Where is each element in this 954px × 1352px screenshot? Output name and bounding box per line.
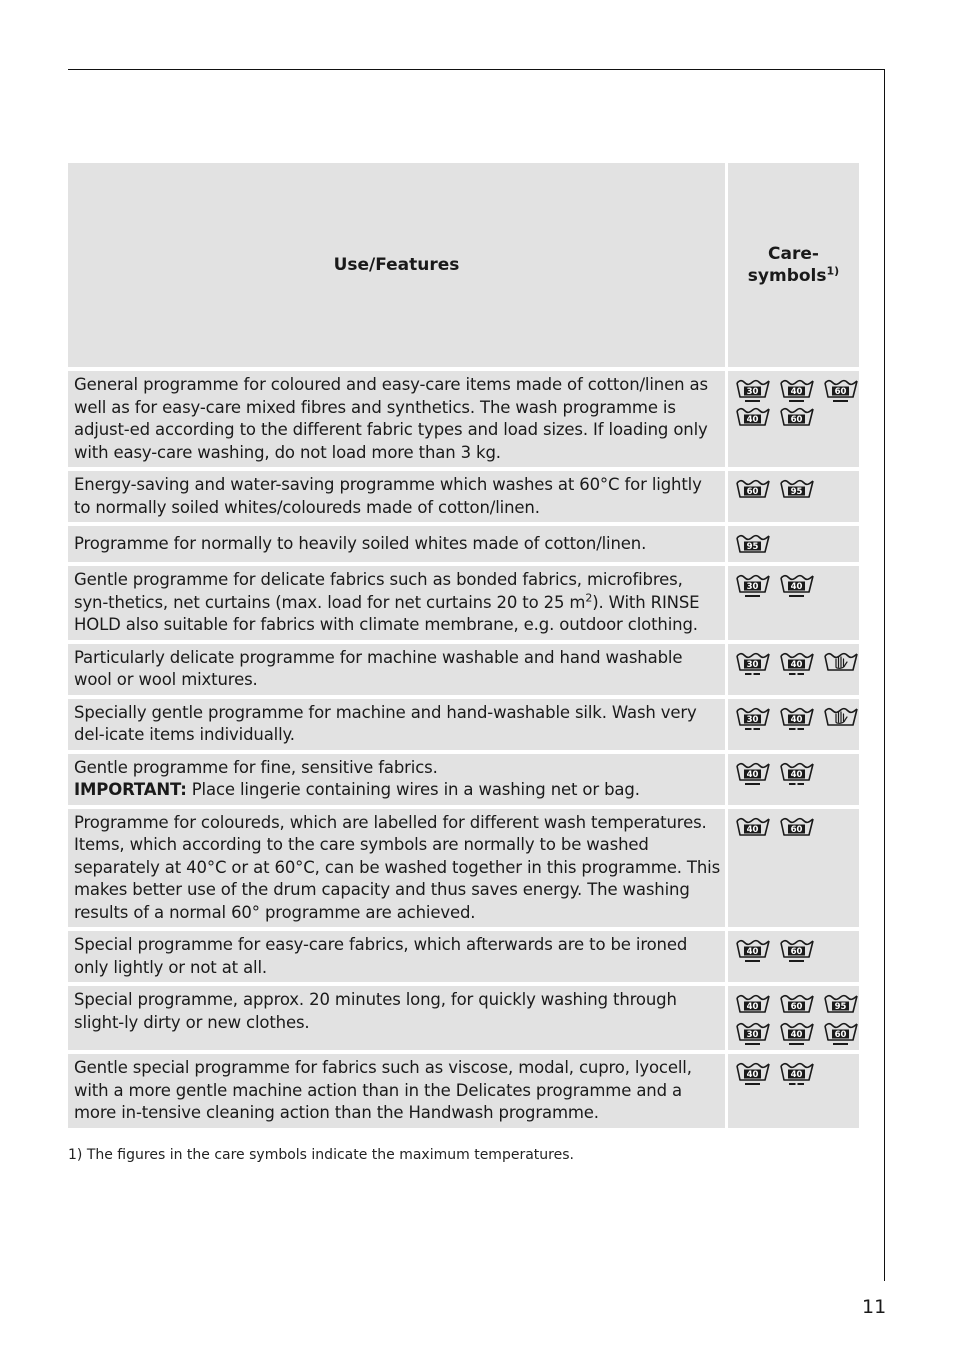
row-text: General programme for coloured and easy-care items made of cotton/linen as well as for easy-care mixed fibres and synthetics. The wash programme is adjust-ed according to the different fabric types and load sizes. If loading only with easy-care washing, do not load more than 3 kg.	[74, 375, 708, 462]
wash-tub-icon	[736, 534, 770, 560]
wash-tub-icon	[736, 1022, 770, 1048]
wash-temperature-label: 60	[834, 387, 847, 397]
top-rule	[68, 69, 885, 70]
care-symbols	[728, 986, 859, 1048]
wash-temperature-label: 40	[790, 659, 803, 670]
table-row	[68, 931, 859, 986]
wash-tub-icon	[736, 1062, 770, 1088]
wash-temperature-label: 95	[834, 1002, 847, 1012]
row-text: Gentle special programme for fabrics such as viscose, modal, cupro, lyocell, with a more gentle machine action than in the Delicates programme and a more in-tensive cleaning action than the Handwash programme.	[74, 1058, 692, 1122]
wash-tub-icon	[780, 707, 814, 733]
header-care-line1: Care-	[768, 244, 819, 264]
wash-tub-icon	[780, 1062, 814, 1088]
wash-tub-icon	[780, 407, 814, 433]
wash-tub-icon	[736, 817, 770, 843]
wash-temperature-label: 40	[790, 387, 803, 397]
care-symbol-line	[736, 1062, 859, 1088]
care-symbol-line	[736, 817, 859, 843]
table-header-row	[68, 163, 859, 371]
wash-temperature-label: 60	[790, 947, 803, 957]
wash-temperature-label: 40	[746, 824, 759, 835]
table-row	[68, 471, 859, 526]
wash-temperature-label: 30	[746, 1030, 759, 1040]
care-symbol-line	[736, 479, 859, 505]
wash-temperature-label: 60	[834, 1030, 847, 1040]
table-row	[68, 699, 859, 754]
care-symbol-line	[736, 762, 859, 788]
footnote: 1) The figures in the care symbols indicate the maximum temperatures.	[68, 1147, 574, 1163]
row-text: Gentle programme for fine, sensitive fabrics. IMPORTANT: Place lingerie containing wires in a washing net or bag.	[74, 757, 640, 799]
wash-temperature-label: 40	[790, 714, 803, 725]
wash-temperature-label: 60	[746, 487, 759, 497]
wash-tub-icon	[736, 994, 770, 1020]
table-row	[68, 526, 859, 566]
care-symbol-line	[736, 574, 859, 600]
wash-temperature-label: 40	[790, 582, 803, 592]
care-symbols	[728, 809, 859, 843]
wash-temperature-label: 40	[746, 415, 759, 425]
wash-tub-icon	[780, 762, 814, 788]
wash-temperature-label: 40	[746, 1002, 759, 1012]
care-symbol-line	[736, 534, 859, 560]
wash-temperature-label: 30	[746, 387, 759, 397]
wash-temperature-label: 30	[746, 582, 759, 592]
page-number: 11	[862, 1296, 887, 1318]
wash-temperature-label: 95	[790, 487, 803, 497]
care-symbols	[728, 699, 859, 733]
wash-temperature-label: 40	[790, 1070, 803, 1080]
header-care-sup: 1)	[826, 264, 840, 278]
wash-temperature-label: 40	[790, 1030, 803, 1040]
wash-tub-icon	[780, 652, 814, 678]
wash-tub-icon	[780, 479, 814, 505]
care-symbols	[728, 644, 859, 678]
care-symbol-line	[736, 379, 859, 405]
wash-tub-icon	[736, 479, 770, 505]
wash-temperature-label: 30	[746, 714, 759, 725]
care-symbols	[728, 371, 859, 433]
wash-temperature-label: 95	[746, 542, 759, 552]
wash-tub-icon	[780, 994, 814, 1020]
wash-tub-icon	[736, 379, 770, 405]
wash-temperature-label: 60	[790, 824, 803, 835]
care-symbols	[728, 526, 859, 560]
wash-temperature-label: 40	[746, 947, 759, 957]
wash-tub-icon	[736, 762, 770, 788]
wash-tub-icon	[824, 1022, 858, 1048]
wash-tub-icon	[780, 574, 814, 600]
wash-tub-icon	[824, 994, 858, 1020]
table-row	[68, 1054, 859, 1128]
care-symbols	[728, 1054, 859, 1088]
table-row	[68, 566, 859, 644]
row-text: Gentle programme for delicate fabrics such as bonded fabrics, microfibres, syn-thetics, net curtains (max. load for net curtains 20 to 25 $m^2$). With RINSE HOLD also suitable for fabrics with climate membrane, e.g. outdoor clothing.	[74, 570, 700, 634]
wash-tub-icon	[736, 707, 770, 733]
hand-wash-icon	[824, 707, 858, 733]
right-rule	[884, 69, 885, 1281]
row-text: Special programme, approx. 20 minutes long, for quickly washing through slight-ly dirty or new clothes.	[74, 990, 677, 1032]
row-text: Programme for coloureds, which are labelled for different wash temperatures. Items, which according to the care symbols are normally to be washed separately at 40°C or at 60°C, can be washed together in this programme. This makes better use of the drum capacity and thus saves energy. The washing results of a normal 60° programme are achieved.	[74, 812, 721, 922]
wash-tub-icon	[736, 574, 770, 600]
row-text: Energy-saving and water-saving programme which washes at 60°C for lightly to normally soiled whites/coloureds made of cotton/linen.	[74, 475, 702, 517]
table-row	[68, 371, 859, 471]
wash-tub-icon	[824, 379, 858, 405]
table-row	[68, 809, 859, 932]
row-text: Programme for normally to heavily soiled whites made of cotton/linen.	[74, 534, 647, 553]
wash-tub-icon	[780, 379, 814, 405]
important-label: IMPORTANT:	[74, 780, 187, 799]
header-care-symbols	[728, 163, 859, 371]
wash-temperature-label: 60	[790, 415, 803, 425]
header-care-line2: symbols	[747, 266, 827, 286]
care-symbol-line	[736, 652, 859, 678]
row-text: Particularly delicate programme for machine washable and hand washable wool or wool mixtures.	[74, 647, 683, 689]
table-row	[68, 986, 859, 1054]
care-symbol-line	[736, 407, 859, 433]
hand-wash-icon	[824, 652, 858, 678]
header-use-features: Use/Features	[68, 163, 728, 371]
table-row	[68, 644, 859, 699]
care-symbol-line	[736, 994, 859, 1020]
wash-temperature-label: 30	[746, 659, 759, 670]
wash-tub-icon	[780, 817, 814, 843]
wash-temperature-label: 40	[746, 1070, 759, 1080]
row-text: Specially gentle programme for machine and hand-washable silk. Wash very del-icate items individually.	[74, 702, 697, 744]
care-symbols	[728, 931, 859, 965]
wash-tub-icon	[736, 652, 770, 678]
care-symbol-line	[736, 939, 859, 965]
table-row	[68, 754, 859, 809]
wash-tub-icon	[780, 939, 814, 965]
wash-tub-icon	[780, 1022, 814, 1048]
row-text: Special programme for easy-care fabrics, which afterwards are to be ironed only lightly or not at all.	[74, 935, 688, 977]
wash-temperature-label: 40	[790, 769, 803, 780]
wash-tub-icon	[736, 939, 770, 965]
care-symbols	[728, 754, 859, 788]
wash-temperature-label: 40	[746, 769, 759, 780]
care-symbol-line	[736, 1022, 859, 1048]
care-symbol-line	[736, 707, 859, 733]
wash-temperature-label: 60	[790, 1002, 803, 1012]
care-symbols	[728, 566, 859, 600]
care-symbols	[728, 471, 859, 505]
wash-tub-icon	[736, 407, 770, 433]
programme-table	[68, 163, 859, 1128]
